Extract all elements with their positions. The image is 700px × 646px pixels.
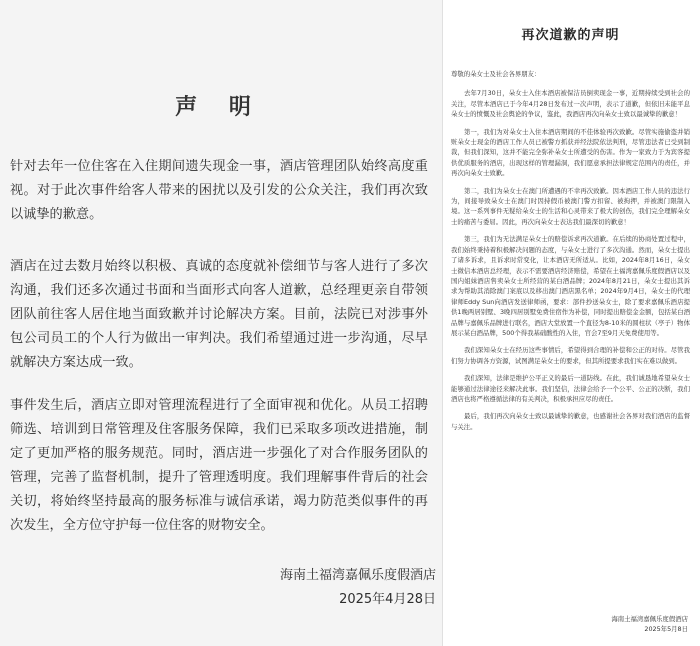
apology-title: 再次道歉的声明	[521, 28, 620, 43]
statement-date: 2025年4月28日	[339, 592, 436, 607]
apology-paragraph-4: 第三，我们为无法满足朵女士的赔偿诉求再次道歉。在后续的协商处置过程中，我们始终秉持着积极解决问题的态度，与朵女士进行了多次沟通。然而，朵女士提出了诸多诉求，且诉求时常变化，让本酒店无所适从。比如，2024年8月16日，朵女士微信本酒店总经理，表示不需要酒店经济赔偿，希望在土福湾嘉佩乐度假酒店以及国内姐妹酒店售卖朵女士所经营的某白酒品牌；2024年8月21日，朵女士提出其诉求为帮助其消除澳门案底以及移出澳门酒店黑名单；2024年9月4日，朵女士的代理律师Eddy Sun向酒店发送律师函，要求：部件抄送朵女士，除了要求嘉佩乐酒店提供1晚两居别墅、3晚四居别墅免费住宿作为补偿，同时提出赔偿金金额，包括某白酒品牌与嘉佩乐品牌进行联名，酒店大堂放置一个直径为8-10米的圆柱状（亭子）物体展示某白酒品牌，500个得我基础酸性的入住，官会7至9月天免费使用等。	[451, 235, 690, 337]
apology-paragraph-5: 我们深知朵女士在经历这些事情后，希望得到合理的补偿和公正的对待。尽管我们努力协调各方资源，试图满足朵女士的要求，但其所提要求我们实在难以做到。	[451, 346, 690, 365]
statement-paragraph-1: 针对去年一位住客在入住期间遗失现金一事，酒店管理团队始终高度重视。对于此次事件给客人带来的困扰以及引发的公众关注，我们再次致以诚挚的歉意。	[10, 159, 428, 222]
apology-paragraph-2: 第一，我们为对朵女士入住本酒店期间的不佳体验再次致歉。尽管实施偷盗并销赃朵女士现金的酒店工作人员已被警方抓获并经法院依法判刑，尽管违法者已受到制裁，但我们深知，这并不能完全弥补朵女士所遭受的伤害。作为一家致力于为宾客提供优质服务的酒店，出现这样的管理漏洞，我们愿意承担法律规定范围内的责任，并再次向朵女士致歉。	[451, 127, 690, 178]
statement-paragraph-3: 事件发生后，酒店立即对管理流程进行了全面审视和优化。从员工招聘筛选、培训到日常管理及住客服务保障，我们已采取多项改进措施，制定了更加严格的服务规范。同时，酒店进一步强化了对合作服务团队的管理，完善了监督机制，提升了管理透明度。我们理解事件背后的社会关切，将始终坚持最高的服务标准与诚信承诺，竭力防范类似事件的再次发生，全方位守护每一位住客的财物安全。	[10, 398, 428, 533]
apology-greeting: 尊敬的朵女士及社会各界朋友：	[451, 70, 541, 78]
apology-paragraph-7: 最后，我们再次向朵女士致以最诚挚的歉意，也感谢社会各界对我们酒店的监督与关注。	[451, 412, 690, 431]
apology-paragraph-3: 第二，我们为朵女士在澳门所遭遇的不幸再次致歉。因本酒店工作人员的违法行为，间接导致朵女士在澳门时因持假币被澳门警方扣留、被拘押，并被澳门限制入境。这一系列事件无疑给朵女士的生活和心灵带来了极大的创伤，我们完全理解朵女士的痛苦与委屈。因此，再次向朵女士表达我们最深切的歉意！	[451, 186, 690, 226]
apology-paragraph-1: 去年7月30日，朵女士入住本酒店被保洁员倒卖现金一事，近期持续受到社会的关注，尽管本酒店已于今年4月28日发布过一次声明，表示了道歉，但依旧未能平息朵女士的愤慨及社会舆论的争议，鉴此，我酒店再次向朵女士致以最诚挚的歉意！	[451, 89, 690, 119]
apology-paragraph-6: 我们深知，法律是维护公平正义的最后一道防线。在此，我们诚恳地希望朵女士能够通过法律途径来解决此事。我们坚信，法律会给予一个公平、公正的决断，我们酒店也将严格遵循法律的有关判决，积极承担应尽的责任。	[451, 374, 690, 403]
apology-date: 2025年5月8日	[644, 625, 688, 633]
second-apology-document	[442, 0, 700, 646]
statement-paragraph-2: 酒店在过去数月始终以积极、真诚的态度就补偿细节与客人进行了多次沟通，我们还多次通过书面和当面形式向客人道歉，总经理更亲自带领团队前往客人居住地当面致歉并讨论解决方案。目前，法院已对涉事外包公司员工的个人行为做出一审判决。我们希望通过进一步沟通，尽早就解决方案达成一致。	[10, 259, 428, 370]
statement-signature: 海南土福湾嘉佩乐度假酒店	[279, 568, 436, 583]
apology-signature-block	[611, 614, 688, 634]
statement-signature-block	[280, 564, 436, 612]
statement-title: 声 明	[175, 95, 263, 120]
apology-signature: 海南土福湾嘉佩乐度假酒店	[611, 615, 688, 623]
